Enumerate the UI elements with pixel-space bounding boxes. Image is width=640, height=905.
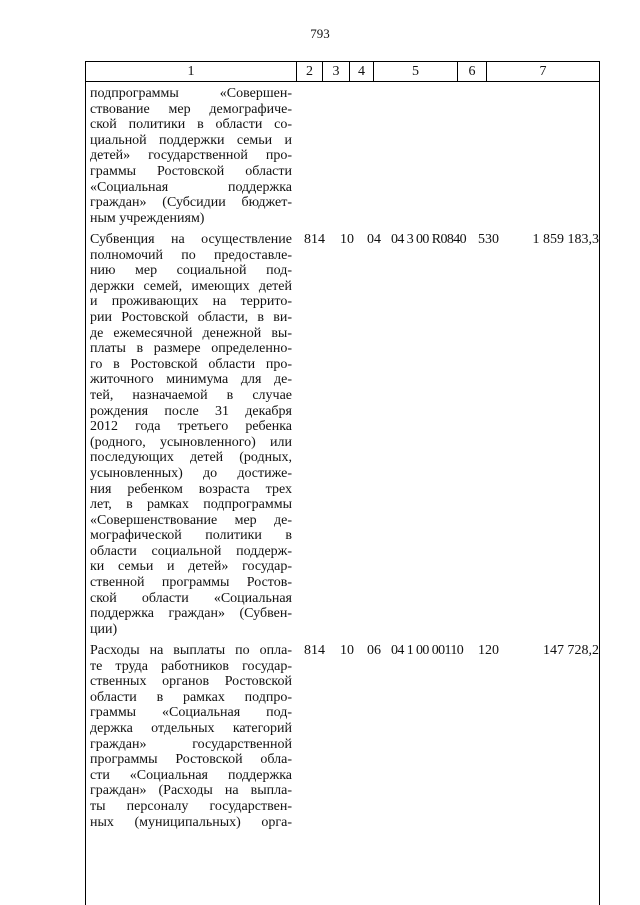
- row-1-line: ской области «Социальная: [90, 590, 292, 606]
- row-2-col-7: 147 728,2: [543, 643, 599, 658]
- row-1-line: ственной программы Ростов-: [90, 575, 292, 591]
- row-1-line: де ежемесячной денежной вы-: [90, 325, 292, 341]
- row-2-line: программы Ростовской обла-: [90, 752, 292, 768]
- row-2-line: граммы «Социальная под-: [90, 705, 292, 721]
- row-1-line: и проживающих на террито-: [90, 294, 292, 310]
- header-col-4: 4: [350, 62, 374, 82]
- row-1-line: го в Ростовской области про-: [90, 356, 292, 372]
- row-1-line: платы в размере определенно-: [90, 341, 292, 357]
- row-1-line: житочного минимума для де-: [90, 372, 292, 388]
- row-1-line: поддержка граждан» (Субвен-: [90, 606, 292, 622]
- row-1-line: мографической политики в: [90, 528, 292, 544]
- row-2-line: граждан» государственной: [90, 736, 292, 752]
- row-2-line: области в рамках подпро-: [90, 689, 292, 705]
- row-0-line: подпрограммы «Совершен-: [90, 86, 292, 101]
- row-1-line: «Совершенствование мер де-: [90, 512, 292, 528]
- row-1-col-5: 04 3 00 R0840: [391, 232, 467, 247]
- row-1-line: области социальной поддерж-: [90, 543, 292, 559]
- row-2-line: те труда работников государ-: [90, 658, 292, 674]
- row-1-line: полномочий по предоставле-: [90, 247, 292, 263]
- row-1-line: ки семьи и детей» государ-: [90, 559, 292, 575]
- table-header-row: [85, 61, 600, 82]
- row-0-line: граммы Ростовской области: [90, 163, 292, 179]
- row-0-line: циальной поддержки семьи и: [90, 132, 292, 148]
- row-1-col-2: 814: [304, 232, 325, 247]
- row-2-col-6: 120: [478, 643, 499, 658]
- row-0-line: детей» государственной про-: [90, 148, 292, 164]
- table-right-border: [599, 82, 600, 905]
- row-1-line: Субвенция на осуществление: [90, 232, 292, 247]
- page-number: 793: [310, 26, 330, 41]
- row-1-line: ции): [90, 621, 118, 637]
- row-2-line: ты персоналу государствен-: [90, 798, 292, 814]
- row-1-col-7: 1 859 183,3: [532, 232, 599, 247]
- row-1-line: держки семей, имеющих детей: [90, 278, 292, 294]
- row-2-line: ственных органов Ростовской: [90, 674, 292, 690]
- row-0-line: «Социальная поддержка: [90, 179, 292, 195]
- row-0-line: ным учреждениям): [90, 210, 205, 226]
- header-col-5: 5: [374, 62, 458, 82]
- header-col-3: 3: [323, 62, 350, 82]
- row-1-line: усыновленных) до достиже-: [90, 465, 292, 481]
- row-0-line: граждан» (Субсидии бюджет-: [90, 195, 292, 211]
- header-col-1: 1: [86, 62, 297, 82]
- table-row-2-description: [90, 643, 292, 830]
- row-2-col-5: 04 1 00 00110: [391, 643, 464, 658]
- row-1-line: нию мер социальной под-: [90, 263, 292, 279]
- row-1-line: лет, в рамках подпрограммы: [90, 497, 292, 513]
- row-2-line: держка отдельных категорий: [90, 720, 292, 736]
- row-2-line: граждан» (Расходы на выпла-: [90, 783, 292, 799]
- row-1-line: (родного, усыновленного) или: [90, 434, 292, 450]
- row-0-line: ствование мер демографиче-: [90, 101, 292, 117]
- row-1-line: 2012 года третьего ребенка: [90, 419, 292, 435]
- row-1-col-4: 04: [367, 232, 381, 247]
- row-1-line: последующих детей (родных,: [90, 450, 292, 466]
- row-2-col-2: 814: [304, 643, 325, 658]
- header-col-2: 2: [297, 62, 323, 82]
- row-2-line: ных (муниципальных) орга-: [90, 814, 292, 830]
- row-1-line: ния ребенком возраста трех: [90, 481, 292, 497]
- table-left-border: [85, 82, 86, 905]
- row-2-line: Расходы на выплаты по опла-: [90, 643, 292, 658]
- table-row-0-description: [90, 86, 292, 226]
- row-2-col-4: 06: [367, 643, 381, 658]
- row-0-line: ской политики в области со-: [90, 117, 292, 133]
- table-row-1-description: [90, 232, 292, 637]
- row-1-line: рии Ростовской области, в ви-: [90, 309, 292, 325]
- header-col-6: 6: [458, 62, 487, 82]
- row-2-line: сти «Социальная поддержка: [90, 767, 292, 783]
- row-1-line: рождения после 31 декабря: [90, 403, 292, 419]
- row-1-line: тей, назначаемой в случае: [90, 387, 292, 403]
- row-2-col-3: 10: [340, 643, 354, 658]
- header-col-7: 7: [487, 62, 600, 82]
- row-1-col-3: 10: [340, 232, 354, 247]
- row-1-col-6: 530: [478, 232, 499, 247]
